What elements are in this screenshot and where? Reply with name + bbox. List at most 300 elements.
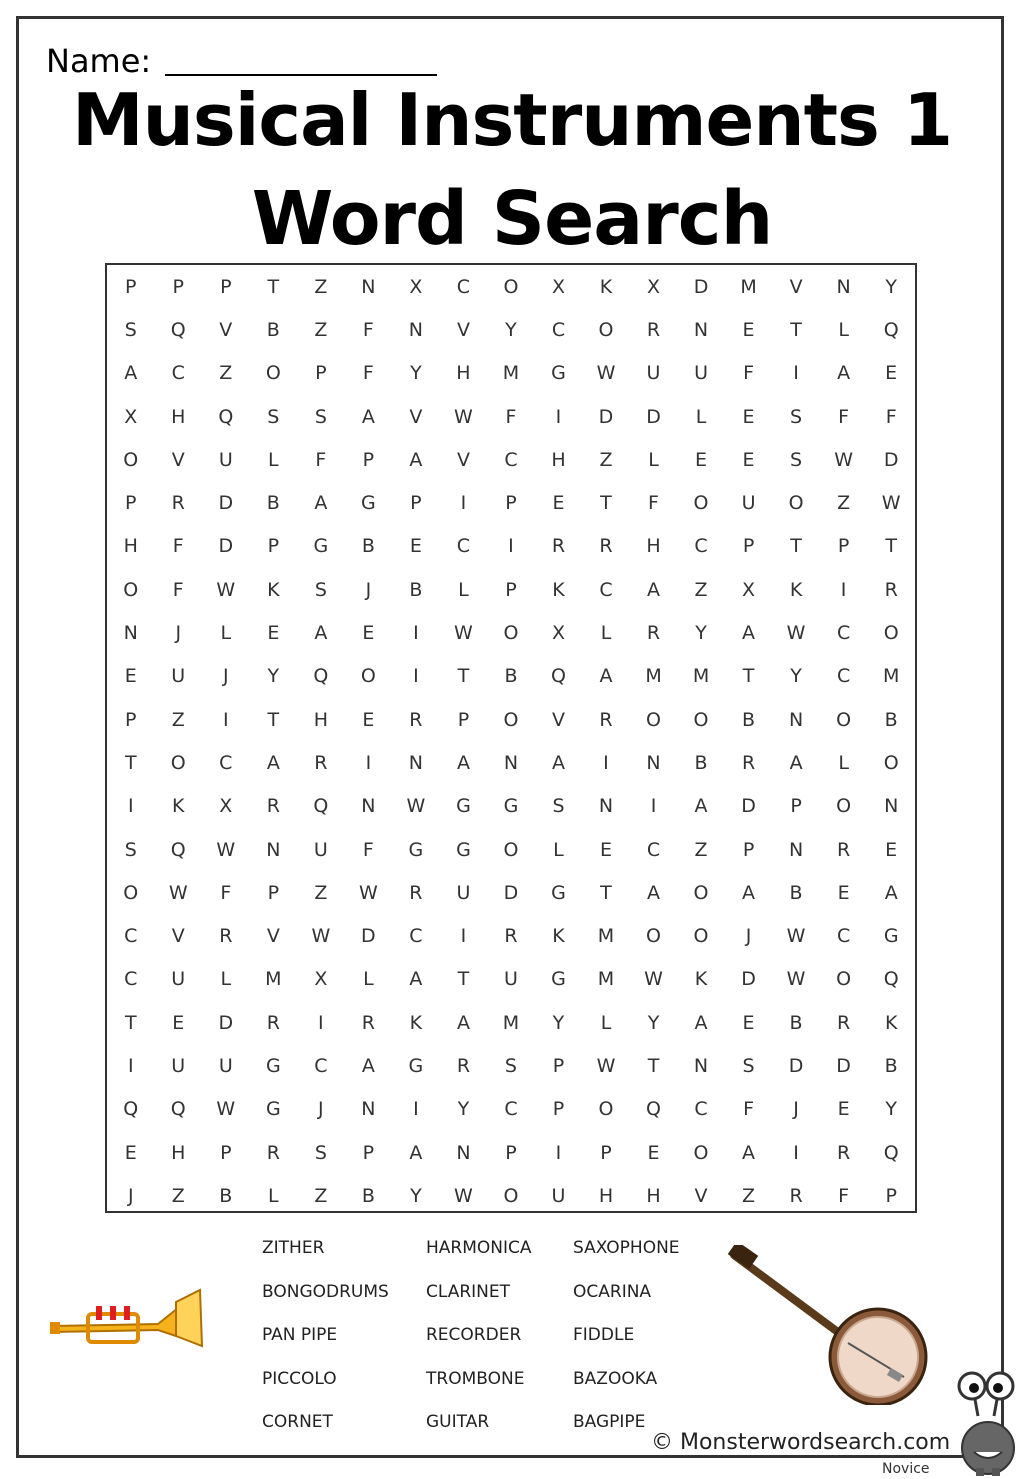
grid-letter: V <box>789 275 803 298</box>
word-list-item: ZITHER <box>262 1238 325 1258</box>
grid-letter: U <box>741 492 756 515</box>
grid-letter: X <box>647 275 661 298</box>
grid-letter: D <box>741 795 756 818</box>
grid-letter: F <box>220 881 232 904</box>
grid-letter: Y <box>695 622 707 645</box>
grid-letter: F <box>362 838 374 861</box>
grid-letter: W <box>454 622 473 645</box>
grid-letter: O <box>693 1141 709 1164</box>
grid-letter: M <box>502 1011 520 1034</box>
grid-letter: Y <box>647 1011 660 1034</box>
grid-letter: S <box>124 318 137 341</box>
grid-letter: L <box>838 751 849 774</box>
grid-letter: N <box>884 795 899 818</box>
grid-letter: B <box>361 535 375 558</box>
grid-letter: T <box>742 665 755 688</box>
grid-letter: A <box>884 881 898 904</box>
grid-letter: D <box>693 275 709 298</box>
grid-letter: B <box>266 492 280 515</box>
grid-letter: P <box>742 535 755 558</box>
grid-letter: O <box>693 708 709 731</box>
grid-row <box>107 568 915 611</box>
grid-letter: I <box>460 925 467 948</box>
grid-letter: E <box>552 492 565 515</box>
grid-letter: A <box>789 751 803 774</box>
word-list-item: CLARINET <box>426 1281 511 1302</box>
grid-row <box>107 265 915 308</box>
grid-letter: G <box>456 838 471 861</box>
grid-letter: A <box>742 1141 756 1164</box>
grid-row <box>107 1131 915 1174</box>
grid-letter: P <box>552 1054 565 1077</box>
grid-letter: K <box>409 1011 423 1034</box>
grid-row <box>107 655 915 698</box>
grid-letter: D <box>218 492 234 515</box>
grid-letter: G <box>551 362 566 385</box>
grid-letter: N <box>836 275 851 298</box>
grid-letter: Z <box>219 362 233 385</box>
grid-letter: H <box>456 362 471 385</box>
grid-row <box>107 352 915 395</box>
grid-letter: J <box>365 578 372 601</box>
grid-row <box>107 308 915 351</box>
grid-letter: D <box>503 881 519 904</box>
grid-letter: I <box>318 1011 324 1034</box>
grid-letter: P <box>125 275 137 298</box>
grid-letter: E <box>172 1011 185 1034</box>
grid-letter: Q <box>550 665 566 688</box>
grid-letter: W <box>644 968 663 991</box>
grid-letter: F <box>743 362 755 385</box>
grid-letter: O <box>503 275 519 298</box>
grid-letter: P <box>220 275 232 298</box>
grid-letter: Z <box>599 448 613 471</box>
grid-letter: G <box>503 795 519 818</box>
grid-letter: K <box>552 925 565 948</box>
grid-letter: O <box>503 622 519 645</box>
grid-letter: M <box>502 362 520 385</box>
grid-letter: I <box>555 405 562 428</box>
grid-letter: E <box>647 1141 660 1164</box>
grid-row <box>107 1044 915 1087</box>
grid-letter: E <box>837 1098 850 1121</box>
grid-letter: A <box>456 751 470 774</box>
grid-letter: D <box>741 968 756 991</box>
grid-letter: W <box>311 925 331 948</box>
grid-letter: K <box>789 578 803 601</box>
grid-letter: C <box>646 838 661 861</box>
grid-letter: F <box>315 448 327 471</box>
grid-letter: O <box>123 881 139 904</box>
credit-text: © Monsterwordsearch.com <box>651 1430 951 1455</box>
grid-letter: I <box>460 492 467 515</box>
grid-letter: C <box>836 622 851 645</box>
grid-letter: R <box>646 622 661 645</box>
grid-letter: Q <box>883 318 899 341</box>
grid-letter: Y <box>410 1184 422 1207</box>
grid-letter: I <box>222 708 229 731</box>
word-list-item: FIDDLE <box>573 1325 635 1345</box>
name-label: Name: <box>46 42 152 80</box>
grid-letter: S <box>314 405 327 428</box>
grid-row <box>107 395 915 438</box>
grid-letter: U <box>456 881 471 904</box>
grid-letter: L <box>363 968 374 991</box>
grid-letter: M <box>265 968 282 991</box>
grid-letter: Z <box>694 578 708 601</box>
grid-letter: R <box>741 751 756 774</box>
grid-letter: N <box>408 318 424 341</box>
grid-letter: F <box>172 535 184 558</box>
grid-letter: T <box>457 968 470 991</box>
grid-letter: I <box>650 795 657 818</box>
grid-letter: C <box>836 925 851 948</box>
word-list-item: PAN PIPE <box>262 1325 338 1345</box>
grid-letter: A <box>314 622 328 645</box>
grid-letter: R <box>646 318 661 341</box>
grid-letter: C <box>694 535 708 558</box>
grid-letter: O <box>360 665 376 688</box>
grid-letter: A <box>742 622 756 645</box>
grid-row <box>107 481 915 524</box>
grid-letter: U <box>551 1184 566 1207</box>
grid-letter: J <box>745 925 752 948</box>
grid-letter: Q <box>883 968 899 991</box>
word-list-item: PICCOLO <box>262 1368 337 1389</box>
grid-letter: L <box>458 578 469 601</box>
grid-letter: O <box>693 492 709 515</box>
word-list-item: HARMONICA <box>426 1238 532 1258</box>
grid-letter: W <box>596 1054 616 1077</box>
grid-letter: V <box>456 448 470 471</box>
grid-letter: C <box>836 665 851 688</box>
grid-letter: P <box>362 1141 375 1164</box>
grid-letter: A <box>647 881 661 904</box>
grid-letter: I <box>555 1141 562 1164</box>
grid-letter: G <box>551 968 566 991</box>
grid-letter: X <box>409 275 423 298</box>
word-list-item: SAXOPHONE <box>573 1238 680 1258</box>
grid-letter: D <box>361 925 376 948</box>
grid-letter: L <box>220 968 232 991</box>
grid-letter: E <box>885 838 898 861</box>
grid-letter: W <box>786 622 806 645</box>
grid-letter: R <box>837 1141 851 1164</box>
grid-row <box>107 741 915 784</box>
grid-letter: O <box>883 622 899 645</box>
grid-letter: R <box>456 1054 471 1077</box>
grid-letter: R <box>314 751 328 774</box>
grid-letter: N <box>693 318 709 341</box>
grid-letter: G <box>361 492 376 515</box>
grid-letter: D <box>788 1054 804 1077</box>
grid-letter: Q <box>646 1098 661 1121</box>
grid-letter: I <box>413 665 419 688</box>
grid-letter: I <box>365 751 372 774</box>
grid-row <box>107 828 915 871</box>
grid-letter: I <box>508 535 514 558</box>
grid-letter: B <box>789 1011 803 1034</box>
grid-letter: H <box>123 535 138 558</box>
grid-letter: K <box>599 275 613 298</box>
grid-letter: O <box>646 708 661 731</box>
grid-letter: T <box>267 275 280 298</box>
name-input-line[interactable] <box>165 74 437 76</box>
grid-row <box>107 1001 915 1044</box>
grid-letter: Q <box>170 318 186 341</box>
grid-letter: N <box>693 1054 709 1077</box>
grid-letter: I <box>127 1054 134 1077</box>
grid-letter: N <box>646 751 661 774</box>
grid-letter: W <box>358 881 378 904</box>
grid-row <box>107 785 915 828</box>
grid-letter: K <box>884 1011 898 1034</box>
grid-letter: C <box>456 535 471 558</box>
grid-letter: P <box>505 1141 517 1164</box>
grid-letter: T <box>790 318 802 341</box>
grid-letter: G <box>408 1054 424 1077</box>
grid-letter: A <box>314 492 328 515</box>
grid-letter: R <box>789 1184 803 1207</box>
grid-letter: G <box>313 535 329 558</box>
grid-letter: B <box>884 1054 898 1077</box>
grid-letter: E <box>742 318 755 341</box>
grid-letter: V <box>219 318 233 341</box>
grid-letter: W <box>216 578 236 601</box>
grid-letter: P <box>742 838 755 861</box>
grid-letter: W <box>834 448 853 471</box>
grid-letter: G <box>265 1098 281 1121</box>
page-subtitle: Word Search <box>251 176 773 262</box>
grid-letter: C <box>456 275 471 298</box>
grid-letter: R <box>266 1011 280 1034</box>
word-list-item: CORNET <box>262 1412 333 1432</box>
grid-letter: Y <box>410 362 422 385</box>
page-title: Musical Instruments 1 <box>71 78 953 162</box>
word-list-item: GUITAR <box>426 1412 490 1432</box>
grid-letter: O <box>503 1184 519 1207</box>
grid-letter: N <box>266 838 281 861</box>
grid-letter: Q <box>123 1098 139 1121</box>
grid-letter: O <box>788 492 804 515</box>
grid-row <box>107 525 915 568</box>
grid-letter: S <box>742 1054 755 1077</box>
grid-letter: Q <box>170 838 186 861</box>
grid-letter: T <box>124 751 137 774</box>
grid-letter: D <box>646 405 661 428</box>
grid-letter: C <box>171 362 185 385</box>
grid-letter: R <box>266 1141 280 1164</box>
grid-letter: N <box>788 708 804 731</box>
grid-letter: T <box>600 881 612 904</box>
grid-letter: R <box>361 1011 375 1034</box>
grid-letter: L <box>600 622 612 645</box>
grid-row <box>107 958 915 1001</box>
grid-letter: E <box>742 405 755 428</box>
trumpet-icon <box>48 1284 204 1356</box>
grid-letter: R <box>504 925 518 948</box>
grid-letter: Z <box>742 1184 756 1207</box>
grid-letter: L <box>600 1011 612 1034</box>
grid-letter: B <box>219 1184 233 1207</box>
grid-letter: D <box>883 448 899 471</box>
grid-letter: O <box>170 751 186 774</box>
grid-letter: V <box>266 925 280 948</box>
grid-letter: A <box>361 405 375 428</box>
banjo-icon <box>728 1245 933 1405</box>
grid-letter: P <box>267 535 280 558</box>
grid-letter: A <box>124 362 138 385</box>
grid-letter: I <box>603 751 609 774</box>
grid-letter: J <box>175 622 182 645</box>
grid-letter: V <box>171 448 185 471</box>
grid-row <box>107 698 915 741</box>
grid-letter: Q <box>313 795 329 818</box>
grid-letter: K <box>267 578 280 601</box>
word-list-column-3 <box>573 1237 680 1455</box>
grid-row <box>107 871 915 914</box>
grid-letter: V <box>456 318 470 341</box>
grid-letter: W <box>881 492 901 515</box>
grid-letter: R <box>171 492 185 515</box>
grid-letter: Q <box>170 1098 186 1121</box>
grid-letter: E <box>742 448 755 471</box>
word-list-column-1 <box>262 1237 389 1455</box>
word-list-item: RECORDER <box>426 1325 522 1345</box>
grid-letter: P <box>220 1141 232 1164</box>
grid-letter: W <box>454 1184 473 1207</box>
grid-letter: N <box>361 275 376 298</box>
grid-letter: X <box>551 622 565 645</box>
grid-letter: L <box>220 622 232 645</box>
grid-letter: U <box>171 1054 186 1077</box>
grid-letter: S <box>314 578 327 601</box>
grid-letter: F <box>362 318 374 341</box>
grid-letter: D <box>218 1011 234 1034</box>
grid-letter: A <box>742 881 756 904</box>
grid-letter: K <box>172 795 185 818</box>
grid-letter: E <box>885 362 898 385</box>
grid-letter: P <box>362 448 375 471</box>
grid-letter: S <box>790 448 803 471</box>
grid-letter: I <box>793 362 799 385</box>
grid-letter: Y <box>505 318 517 341</box>
grid-letter: J <box>318 1098 324 1121</box>
grid-letter: O <box>693 925 709 948</box>
grid-letter: N <box>408 751 424 774</box>
grid-letter: H <box>646 1184 661 1207</box>
grid-letter: C <box>694 1098 708 1121</box>
grid-letter: Y <box>457 1098 470 1121</box>
grid-letter: L <box>648 448 659 471</box>
grid-letter: R <box>837 1011 851 1034</box>
grid-letter: R <box>266 795 280 818</box>
grid-letter: X <box>219 795 233 818</box>
grid-letter: U <box>694 362 708 385</box>
grid-letter: J <box>127 1184 134 1207</box>
grid-letter: P <box>172 275 184 298</box>
grid-letter: L <box>268 1184 279 1207</box>
grid-letter: M <box>645 665 662 688</box>
grid-letter: F <box>838 1184 850 1207</box>
grid-letter: T <box>600 492 612 515</box>
grid-letter: I <box>127 795 134 818</box>
grid-letter: H <box>551 448 566 471</box>
grid-letter: P <box>837 535 850 558</box>
grid-letter: M <box>692 665 710 688</box>
grid-letter: A <box>694 1011 708 1034</box>
grid-letter: S <box>124 838 137 861</box>
word-list-item: BAZOOKA <box>573 1368 658 1389</box>
grid-letter: R <box>884 578 898 601</box>
grid-letter: L <box>838 318 849 341</box>
grid-letter: W <box>406 795 426 818</box>
grid-letter: B <box>789 881 803 904</box>
grid-letter: K <box>694 968 708 991</box>
grid-letter: R <box>409 708 423 731</box>
grid-letter: E <box>124 665 137 688</box>
grid-letter: I <box>840 578 847 601</box>
grid-letter: J <box>222 665 229 688</box>
grid-letter: J <box>793 1098 799 1121</box>
grid-letter: A <box>837 362 851 385</box>
grid-letter: A <box>361 1054 375 1077</box>
word-list-item: OCARINA <box>573 1281 652 1302</box>
grid-letter: O <box>646 925 661 948</box>
grid-letter: Z <box>694 838 708 861</box>
grid-letter: S <box>790 405 803 428</box>
grid-letter: B <box>504 665 518 688</box>
grid-letter: P <box>505 492 517 515</box>
grid-letter: W <box>596 362 616 385</box>
grid-letter: A <box>647 578 661 601</box>
grid-letter: Z <box>171 708 185 731</box>
grid-letter: H <box>171 405 186 428</box>
grid-letter: P <box>410 492 422 515</box>
grid-letter: A <box>409 968 423 991</box>
grid-letter: S <box>552 795 565 818</box>
grid-letter: H <box>171 1141 186 1164</box>
grid-letter: B <box>694 751 708 774</box>
grid-letter: Q <box>883 1141 899 1164</box>
grid-letter: X <box>742 578 756 601</box>
grid-letter: Z <box>837 492 851 515</box>
grid-letter: M <box>882 665 900 688</box>
grid-letter: X <box>551 275 565 298</box>
grid-letter: D <box>836 1054 851 1077</box>
grid-letter: C <box>504 1098 518 1121</box>
grid-letter: C <box>599 578 613 601</box>
grid-letter: E <box>267 622 280 645</box>
grid-letter: W <box>168 881 188 904</box>
grid-letter: O <box>123 448 139 471</box>
grid-letter: G <box>265 1054 281 1077</box>
grid-letter: L <box>268 448 279 471</box>
grid-letter: P <box>267 881 280 904</box>
grid-letter: P <box>885 1184 897 1207</box>
grid-letter: T <box>790 535 802 558</box>
word-list-column-2 <box>426 1237 532 1455</box>
grid-letter: N <box>788 838 804 861</box>
grid-letter: B <box>742 708 756 731</box>
word-search-grid <box>105 263 917 1213</box>
grid-letter: Z <box>314 275 328 298</box>
grid-letter: C <box>314 1054 328 1077</box>
grid-letter: M <box>597 968 615 991</box>
grid-letter: S <box>267 405 280 428</box>
grid-letter: H <box>598 1184 614 1207</box>
grid-letter: W <box>786 925 806 948</box>
